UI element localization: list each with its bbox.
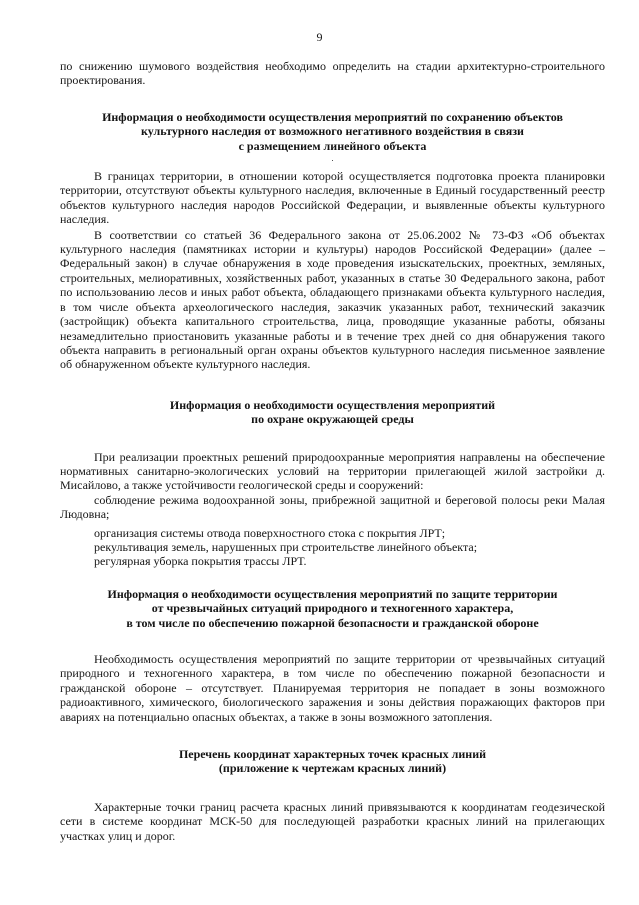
section1-heading-line: Информация о необходимости осуществления мероприятий по сохранению объектов <box>102 109 563 124</box>
section2-paragraph: При реализации проектных решений природоохранные мероприятия направлены на обеспечение нормативных санитарно-экологических условий на территории прилегающей жилой застройки д. Мисайлово, а также устойчивости геологической среды и сооружений: <box>60 449 605 493</box>
section1-paragraph: В границах территории, в отношении которой осуществляется подготовка проекта планировки территории, отсутствуют объекты культурного наследия, включенные в Единый государственный реестр объектов культурного наследия народов Российской Федерации, и выявленные объекты культурного наследия. <box>60 169 605 227</box>
section2-heading-line: Информация о необходимости осуществления мероприятий <box>169 397 496 412</box>
section3-heading-line: в том числе по обеспечению пожарной безопасности и гражданской обороне <box>126 615 539 630</box>
section4-heading <box>60 747 605 776</box>
section3-paragraph: Необходимость осуществления мероприятий по защите территории от чрезвычайных ситуаций природного и техногенного характера, в том числе по обеспечению пожарной безопасности и гражданской обороне – отсутствует. Планируемая территория не попадает в зоны возможного радиоактивного, химического, биологического заражения и зоны действия поражающих факторов при авариях на потенциально опасных объектах, а также в зоны возможного затопления. <box>60 652 605 724</box>
section2-heading-line: по охране окружающей среды <box>251 412 414 427</box>
page-content <box>60 59 605 843</box>
section4-heading-line: Перечень координат характерных точек красных линий <box>178 747 487 762</box>
section1-heading <box>60 110 605 153</box>
section4-heading-line: (приложение к чертежам красных линий) <box>218 761 447 776</box>
page-number: 9 <box>316 30 323 44</box>
section3-heading-line: от чрезвычайных ситуаций природного и техногенного характера, <box>151 601 514 616</box>
section3-heading <box>60 587 605 630</box>
section1-heading-line: с размещением линейного объекта <box>238 138 427 153</box>
section1-heading-line: культурного наследия от возможного негативного воздействия в связи <box>141 124 524 139</box>
intro-paragraph: по снижению шумового воздействия необходимо определить на стадии архитектурно-строительного проектирования. <box>60 59 605 88</box>
list-item: организация системы отвода поверхностного стока с покрытия ЛРТ; <box>94 525 446 540</box>
list-item: соблюдение режима водоохранной зоны, прибрежной защитной и береговой полосы реки Малая Людовна; <box>60 492 605 522</box>
section1-dot: . <box>331 154 334 164</box>
list-item: рекультивация земель, нарушенных при строительстве линейного объекта; <box>94 539 478 554</box>
section1-paragraph: В соответствии со статьей 36 Федерального закона от 25.06.2002 № 73-ФЗ «Об объектах культурного наследия (памятниках истории и культуры) народов Российской Федерации» (далее – Федеральный закон) в случае обнаружения в ходе проведения изыскательских, проектных, земляных, строительных, мелиоративных, хозяйственных работ, указанных в статье 30 Федерального закона, работ по использованию лесов и иных работ объекта, обладающего признаками объекта культурного наследия, в том числе объекта археологического наследия, заказчик указанных работ, технический заказчик (застройщик) объекта капитального строительства, лица, проводящие указанные работы, обязаны незамедлительно приостановить указанные работы и в течение трех дней со дня обнаружения такого объекта направить в региональный орган охраны объектов культурного наследия письменное заявление об обнаруженном объекте культурного наследия. <box>60 227 605 372</box>
section3-heading-line: Информация о необходимости осуществления мероприятий по защите территории <box>107 586 558 601</box>
list-item: регулярная уборка покрытия трассы ЛРТ. <box>94 554 307 569</box>
section4-paragraph: Характерные точки границ расчета красных линий привязываются к координатам геодезической сети в системе координат МСК-50 для последующей разработки красных линий на прилегающих участках улиц и дорог. <box>60 799 605 843</box>
section2-heading <box>60 398 605 427</box>
